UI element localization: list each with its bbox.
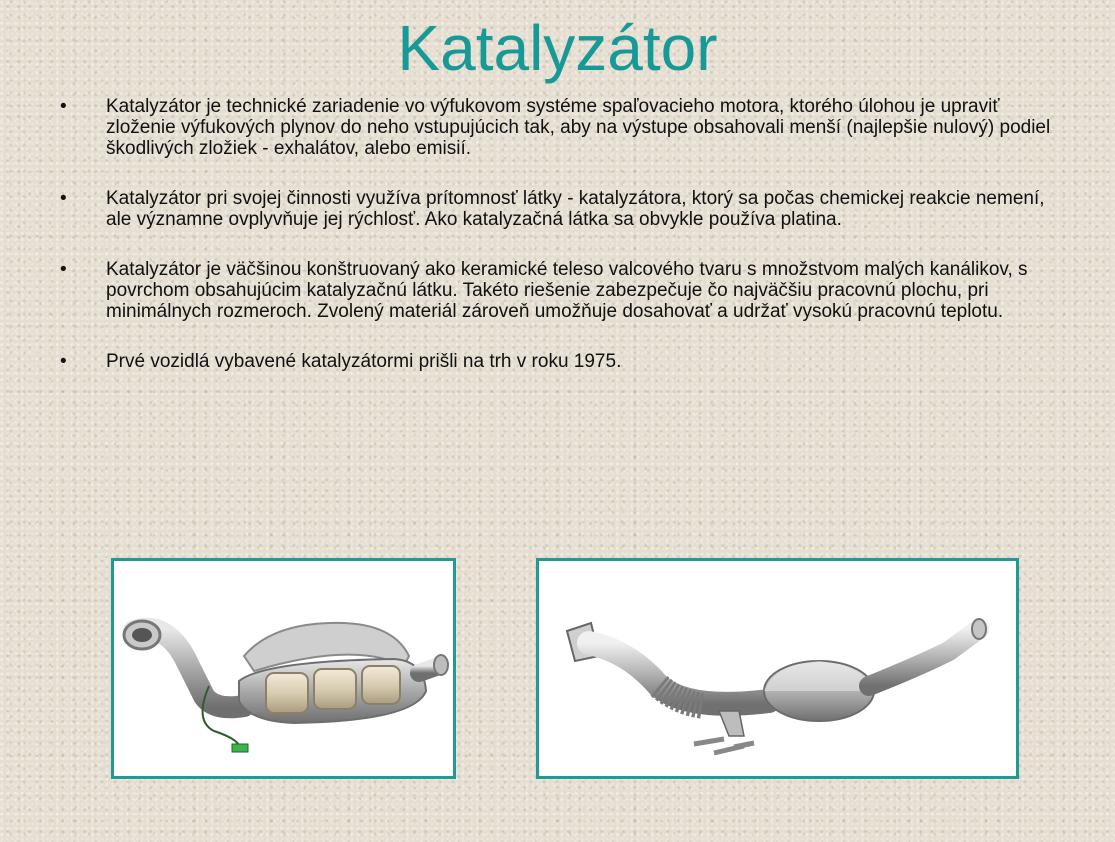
- bullet-text: Katalyzátor je väčšinou konštruovaný ako keramické teleso valcového tvaru s množstvom malých kanálikov, s povrchom obsahujúcim katalyzačnú látku. Takéto riešenie zabezpečuje čo najväčšiu pracovnú plochu, pri minimálnych rozmeroch. Zvolený materiál zároveň umožňuje dosahovať a udržať vysokú pracovnú teplotu.: [106, 259, 1028, 322]
- bullet-marker: •: [60, 351, 67, 372]
- catalytic-converter-cutaway-illustration: [114, 561, 453, 776]
- bullet-item: [60, 259, 1060, 322]
- bullet-marker: •: [60, 188, 67, 209]
- bullet-text: Prvé vozidlá vybavené katalyzátormi prišli na trh v roku 1975.: [106, 351, 622, 372]
- bullet-text: Katalyzátor je technické zariadenie vo výfukovom systéme spaľovacieho motora, ktorého úlohou je upraviť zloženie výfukových plynov do neho vstupujúcich tak, aby na výstupe obsahovali menší (najlepšie nulový) podiel škodlivých zložiek - exhalátov, alebo emisií.: [106, 96, 1051, 159]
- exhaust-pipe-converter-photo: [536, 558, 1019, 779]
- exhaust-pipe-converter-illustration: [539, 561, 1016, 776]
- catalytic-converter-cutaway-photo: [111, 558, 456, 779]
- bullet-marker: •: [60, 96, 67, 117]
- bullet-item: [60, 188, 1060, 230]
- slide-title: Katalyzátor: [397, 12, 718, 84]
- bullet-marker: •: [60, 259, 67, 280]
- bullet-item: [60, 351, 1060, 372]
- bullet-item: [60, 96, 1060, 159]
- bullet-text: Katalyzátor pri svojej činnosti využíva prítomnosť látky - katalyzátora, ktorý sa počas chemickej reakcie nemení, ale významne ovplyvňuje jej rýchlosť. Ako katalyzačná látka sa obvykle používa platina.: [106, 188, 1045, 230]
- bullet-list: [60, 96, 1060, 401]
